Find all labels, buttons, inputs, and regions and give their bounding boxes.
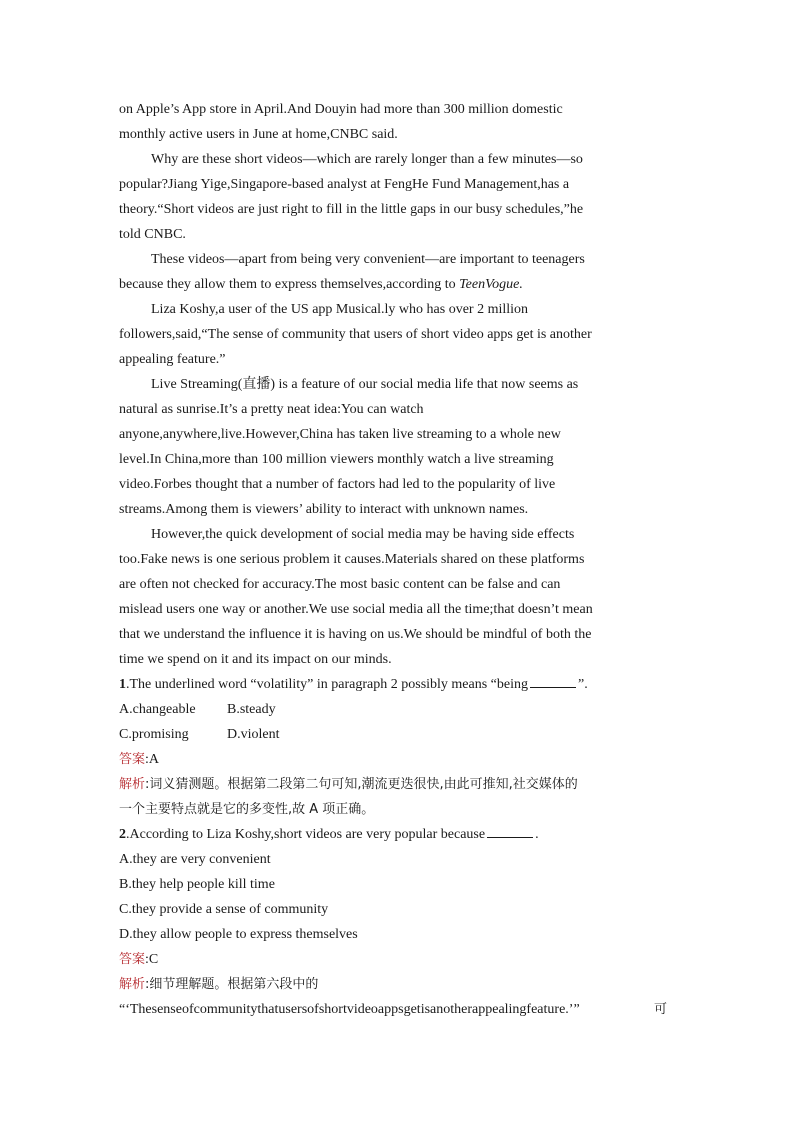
analysis-line: 一个主要特点就是它的多变性,故 A 项正确。 <box>119 802 375 817</box>
text-line: that we understand the influence it is having on us.We should be mindful of both the <box>119 627 592 642</box>
options-row <box>119 722 667 747</box>
text-span: because they allow them to express themselves,according to <box>119 277 460 292</box>
options-row <box>119 697 667 722</box>
text-line: Liza Koshy,a user of the US app Musical.ly who has over 2 million <box>151 302 529 317</box>
option-c: C.promising <box>119 727 189 742</box>
question-1 <box>119 672 667 822</box>
paragraph-1 <box>119 97 667 147</box>
text-line: mislead users one way or another.We use social media all the time;that doesn’t mean <box>119 602 593 617</box>
text-line: However,the quick development of social media may be having side effects <box>151 527 575 542</box>
question-text: .According to Liza Koshy,short videos are very popular because <box>126 827 486 842</box>
text-line: video.Forbes thought that a number of factors had led to the popularity of live <box>119 477 556 492</box>
answer-line <box>119 947 667 972</box>
analysis-line <box>119 972 667 997</box>
question-stem <box>119 822 667 847</box>
text-line: appealing feature.” <box>119 352 226 367</box>
answer-label: 答案 <box>119 952 146 967</box>
answer-label: 答案 <box>119 752 146 767</box>
analysis-text: :词义猜测题。根据第二段第二句可知,潮流更迭很快,由此可推知,社交媒体的 <box>145 777 578 792</box>
analysis-label: 解析 <box>119 977 146 992</box>
text-line: too.Fake news is one serious problem it causes.Materials shared on these platforms <box>119 552 585 567</box>
analysis-text: :细节理解题。根据第六段中的 <box>145 977 319 992</box>
text-line: Why are these short videos—which are rarely longer than a few minutes—so <box>151 152 583 167</box>
option-d: D.they allow people to express themselves <box>119 927 358 942</box>
paragraph-4 <box>119 297 667 372</box>
option-c: C.they provide a sense of community <box>119 902 329 917</box>
paragraph-6 <box>119 522 667 672</box>
analysis-line <box>119 772 667 797</box>
text-line: natural as sunrise.It’s a pretty neat idea:You can watch <box>119 402 424 417</box>
question-stem <box>119 672 667 697</box>
text-line: told CNBC. <box>119 227 186 242</box>
text-line: time we spend on it and its impact on our minds. <box>119 652 392 667</box>
text-line: These videos—apart from being very convenient—are important to teenagers <box>151 252 585 267</box>
text-line: on Apple’s App store in April.And Douyin had more than 300 million domestic <box>119 102 563 117</box>
answer-blank <box>530 673 576 688</box>
text-line: anyone,anywhere,live.However,China has taken live streaming to a whole new <box>119 427 561 442</box>
text-line <box>119 272 667 297</box>
analysis-label: 解析 <box>119 777 146 792</box>
text-line: followers,said,“The sense of community that users of short video apps get is another <box>119 327 592 342</box>
source-name: TeenVogue. <box>459 277 523 292</box>
analysis-quote-line <box>119 997 667 1022</box>
answer-value: :A <box>145 752 160 767</box>
text-line: streams.Among them is viewers’ ability to interact with unknown names. <box>119 502 529 517</box>
question-number: 2 <box>119 827 126 842</box>
text-line: popular?Jiang Yige,Singapore-based analyst at FengHe Fund Management,has a <box>119 177 570 192</box>
document-content <box>119 97 667 1022</box>
text-line: level.In China,more than 100 million viewers monthly watch a live streaming <box>119 452 554 467</box>
option-b: B.they help people kill time <box>119 877 275 892</box>
text-line: are often not checked for accuracy.The most basic content can be false and can <box>119 577 561 592</box>
option-d: D.violent <box>227 727 280 742</box>
analysis-tail: 可 <box>653 1002 667 1017</box>
question-number: 1 <box>119 677 126 692</box>
question-text: .The underlined word “volatility” in paragraph 2 possibly means “being <box>126 677 529 692</box>
option-a: A.they are very convenient <box>119 852 271 867</box>
question-text-end: . <box>535 827 539 842</box>
answer-line <box>119 747 667 772</box>
option-b: B.steady <box>227 702 276 717</box>
text-line: monthly active users in June at home,CNBC said. <box>119 127 398 142</box>
text-line: theory.“Short videos are just right to fill in the little gaps in our busy schedules,”he <box>119 202 584 217</box>
text-line: Live Streaming(直播) is a feature of our social media life that now seems as <box>151 377 579 392</box>
answer-blank <box>487 823 533 838</box>
analysis-quote: “‘Thesenseofcommunitythatusersofshortvideoappsgetisanotherappealingfeature.’” <box>119 1002 580 1017</box>
paragraph-3 <box>119 247 667 297</box>
question-text-end: ”. <box>578 677 588 692</box>
question-2 <box>119 822 667 1022</box>
answer-value: :C <box>145 952 159 967</box>
option-a: A.changeable <box>119 702 196 717</box>
paragraph-5 <box>119 372 667 522</box>
paragraph-2 <box>119 147 667 247</box>
